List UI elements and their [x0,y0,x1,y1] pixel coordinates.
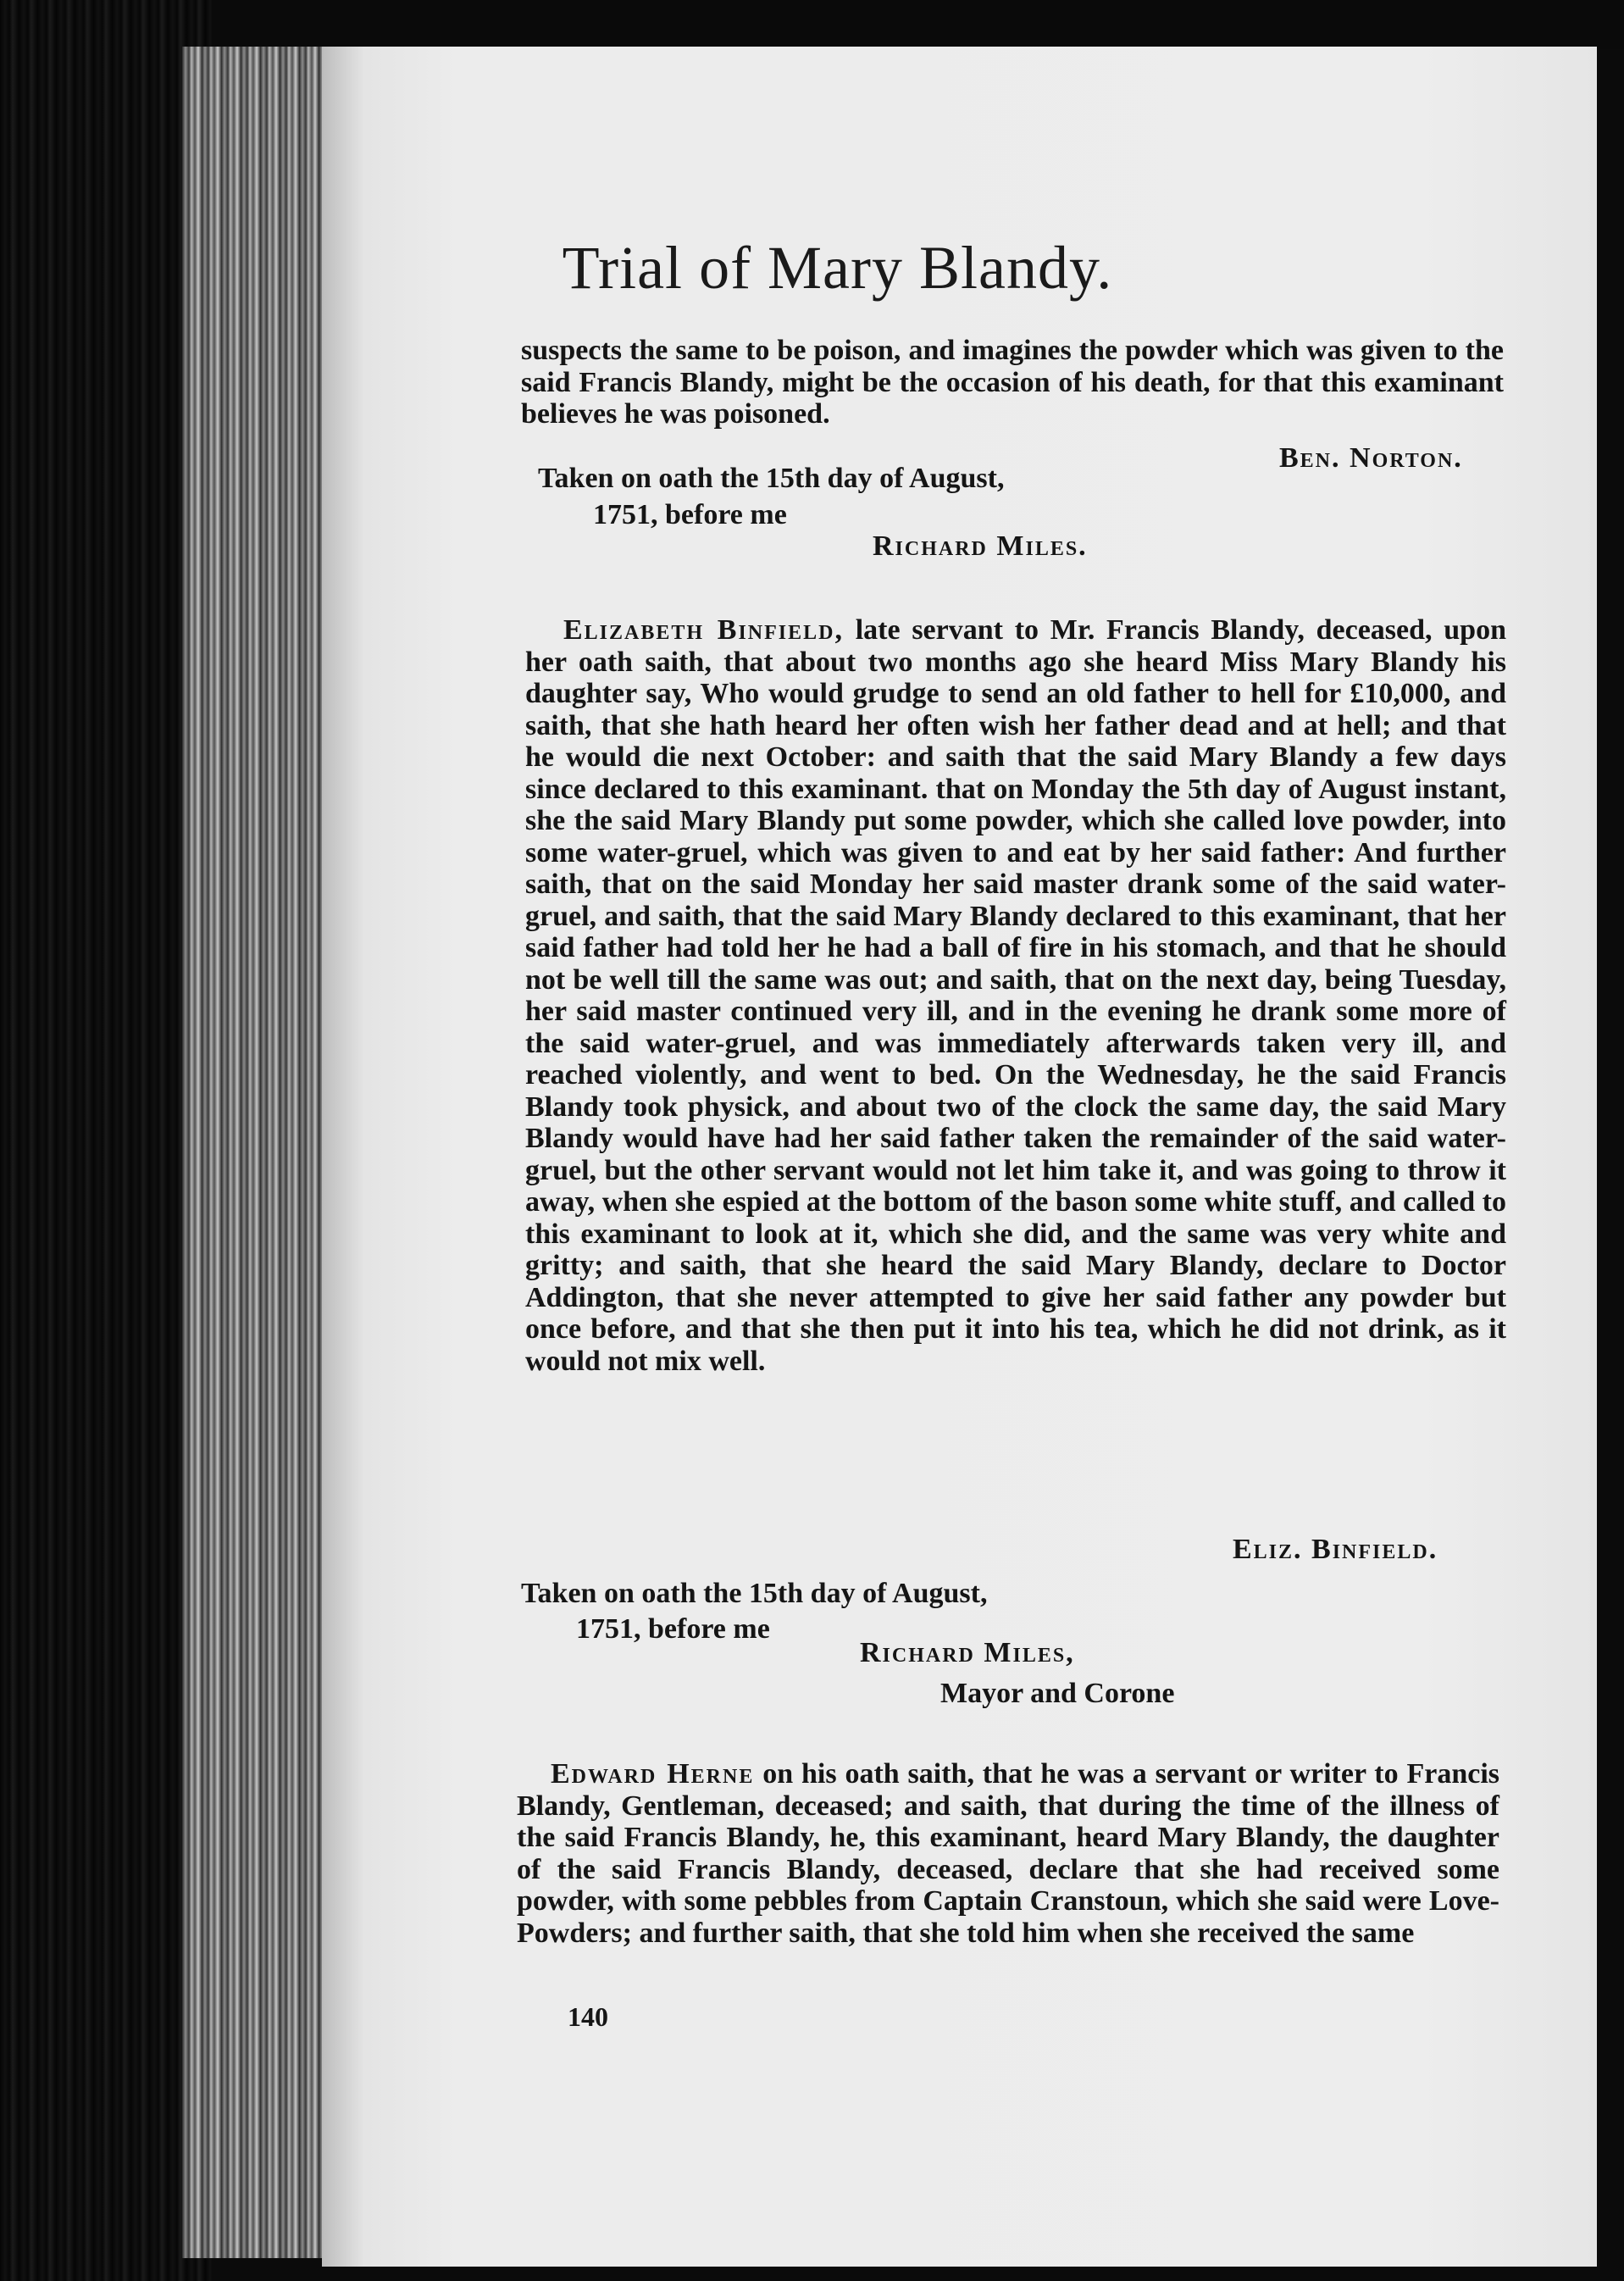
justice-office: Mayor and Corone [940,1678,1175,1709]
deposition-norton-end [521,335,1504,430]
attestation-line: Taken on oath the 15th day of August, [521,1578,988,1609]
deponent-name: Edward Herne [551,1758,755,1790]
running-title: Trial of Mary Blandy. [562,234,1113,302]
deponent-name: Elizabeth Binfield, [563,614,844,646]
signature-norton: Ben. Norton. [1279,442,1463,474]
film-left-border [0,0,212,2281]
deposition-text: late servant to Mr. Francis Blandy, deceased, upon her oath saith, that about two months ago she heard Miss Mary Blandy his daughter say, Who would grudge to send an old father to hell for £10,000, and saith, that she hath heard her often wish her father dead and at hell; and that he would die next October: and saith that the said Mary Blandy a few days since declared to this examinant. that on Monday the 5th day of August instant, she the said Mary Blandy put some powder, which she called love powder, into some water-gruel, which was given to and eat by her said father: And further saith, that on the said Monday her said master drank some of the said water-gruel, and saith, that the said Mary Blandy declared to this examinant, that her said father had told her he had a ball of fire in his stomach, and that he should not be well till the same was out; and saith, that on the next day, being Tuesday, her said master continued very ill, and in the evening he drank some more of the said water-gruel, and was immediately afterwards taken very ill, and reached violently, and went to bed. On the Wednesday, he the said Francis Blandy took physick, and about two of the clock the same day, the said Mary Blandy would have had her said father taken the remainder of the said water-gruel, but the other servant would not let him take it, and was going to throw it away, when she espied at the bottom of the bason some white stuff, and called to this examinant to look at it, which she did, and the same was very white and gritty; and saith, that she heard the said Mary Blandy, declare to Doctor Addington, that she never attempted to give her said father any powder but once before, and that she then put it into his tea, which he did not drink, as it would not mix well. [525,614,1506,1377]
justice-signature: Richard Miles. [873,530,1088,562]
attestation [538,460,1004,533]
deposition-binfield [525,614,1506,1377]
attestation-line: 1751, before me [593,499,787,530]
justice-signature: Richard Miles, [860,1637,1075,1668]
attestation-line: Taken on oath the 15th day of August, [538,463,1005,494]
paragraph [525,614,1506,1377]
film-top-border [0,0,1624,49]
book-page-edges [182,47,343,2258]
attestation-line: 1751, before me [576,1613,770,1645]
signature-binfield: Eliz. Binfield. [1233,1534,1438,1565]
page-number: 140 [568,2001,608,2032]
deposition-text: on his oath saith, that he was a servant or writer to Francis Blandy, Gentleman, deceased; and saith, that during the time of the illness of the said Francis Blandy, he, this examinant, heard Mary Blandy, the daughter of the said Francis Blandy, deceased, declare that she had received some powder, with some pebbles from Captain Cranstoun, which she said were Love-Powders; and further saith, that she told him when she received the same [517,1758,1500,1949]
deposition-herne [517,1758,1499,1949]
paragraph: suspects the same to be poison, and imagines the powder which was given to the said Francis Blandy, might be the occasion of his death, for that this examinant believes he was poisoned. [521,335,1504,430]
paragraph [517,1758,1499,1949]
